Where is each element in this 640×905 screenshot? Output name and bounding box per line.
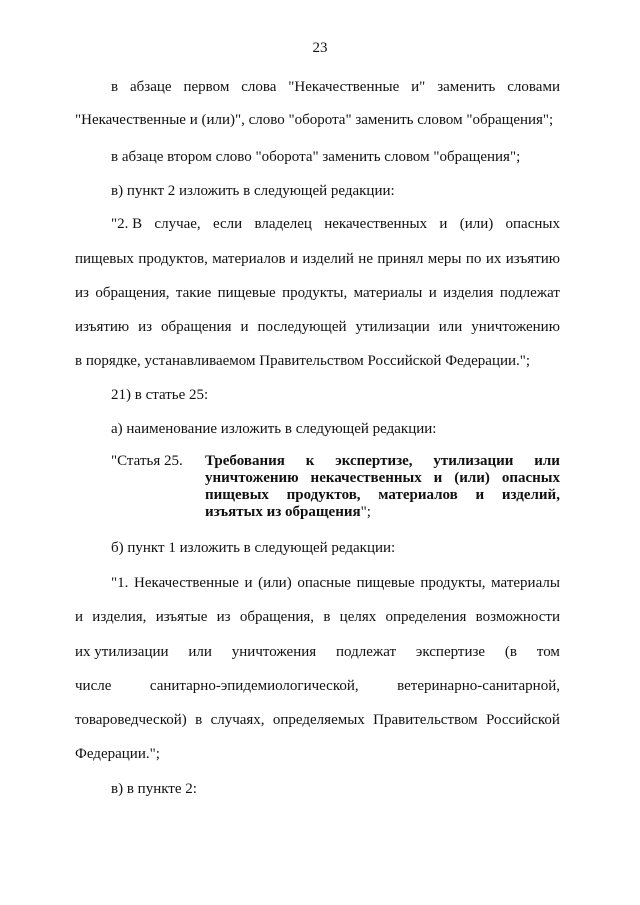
word: принял: [377, 251, 424, 267]
paragraph-line: в порядке, устанавливаемом Правительством Российской Федерации.";: [75, 353, 531, 369]
word: Правительством: [373, 712, 478, 728]
word: если: [212, 216, 243, 232]
word: продукты,: [282, 285, 348, 301]
word: и: [289, 251, 298, 267]
paragraph-line: [75, 284, 560, 302]
word: в: [111, 79, 119, 95]
word: или: [188, 644, 212, 660]
word: продуктов,: [138, 251, 208, 267]
word: заменить: [437, 79, 496, 95]
word: и: [244, 575, 253, 591]
word: подлежат: [499, 285, 560, 301]
paragraph-line: в абзаце втором слово "оборота" заменить словом "обращения";: [111, 149, 521, 165]
word: изъятию: [505, 251, 560, 267]
word: изделий,: [501, 487, 560, 503]
word: и: [428, 285, 437, 301]
word: и: [475, 487, 485, 503]
word: из: [75, 285, 89, 301]
page-number: 23: [312, 40, 328, 56]
word: материалов: [378, 487, 458, 503]
article-title-line: [205, 469, 560, 486]
word: санитарно-эпидемиологической,: [149, 678, 359, 694]
word: материалы: [491, 575, 560, 591]
word: опасные: [297, 575, 351, 591]
word: Требования: [205, 453, 285, 469]
word: в: [323, 609, 331, 625]
word: "Некачественные: [288, 79, 400, 95]
paragraph-line: Федерации.";: [75, 746, 160, 762]
word: первом: [183, 79, 230, 95]
article-title-line: [205, 452, 560, 469]
word: некачественных: [324, 216, 428, 232]
word: экспертизе: [415, 644, 486, 660]
word: в: [195, 712, 203, 728]
word: утилизации: [355, 319, 430, 335]
paragraph-line: 21) в статье 25:: [111, 387, 209, 403]
paragraph-line: в) в пункте 2:: [111, 781, 197, 797]
word: словами: [507, 79, 560, 95]
word: пищевые: [217, 285, 276, 301]
word: обращения,: [239, 609, 315, 625]
word: определения: [385, 609, 467, 625]
word: изъятию: [75, 319, 130, 335]
word: и: [433, 470, 443, 486]
word: и: [75, 609, 84, 625]
paragraph-line: [75, 318, 560, 336]
word: опасных: [505, 216, 560, 232]
paragraph-line: [75, 250, 560, 268]
paragraph-line: б) пункт 1 изложить в следующей редакции:: [111, 540, 396, 556]
word: их утилизации: [75, 644, 169, 660]
paragraph-line: а) наименование изложить в следующей редакции:: [111, 421, 437, 437]
article-title-line: [205, 486, 560, 503]
word: (или): [459, 216, 494, 232]
word: Российской: [486, 712, 560, 728]
word: утилизации: [433, 453, 514, 469]
article-title-last: изъятых из обращения: [205, 504, 361, 520]
word: случае,: [154, 216, 201, 232]
word: ветеринарно-санитарной,: [397, 678, 560, 694]
word: такие: [175, 285, 212, 301]
word: материалов: [212, 251, 286, 267]
word: по: [465, 251, 482, 267]
word: (в: [504, 644, 517, 660]
paragraph-line: [75, 677, 560, 695]
article-title-tail: ";: [360, 504, 371, 520]
word: "2. В: [111, 216, 143, 232]
paragraph-line: [111, 215, 560, 233]
word: "1.: [111, 575, 129, 591]
article-title: [205, 452, 560, 520]
word: и": [411, 79, 426, 95]
paragraph-line: [111, 78, 560, 96]
word: продукты,: [420, 575, 486, 591]
word: материалы: [353, 285, 423, 301]
word: товароведческой): [75, 712, 187, 728]
word: пищевые: [356, 575, 415, 591]
word: продуктов,: [286, 487, 361, 503]
word: из: [216, 609, 231, 625]
word: не: [358, 251, 373, 267]
word: пищевых: [75, 251, 134, 267]
paragraph-line: [75, 643, 560, 661]
word: и: [439, 216, 448, 232]
paragraph-line: [75, 608, 560, 626]
word: из: [138, 319, 153, 335]
word: случаях,: [210, 712, 265, 728]
word: или: [438, 319, 463, 335]
word: обращения: [161, 319, 232, 335]
word: изъятые: [155, 609, 208, 625]
paragraph-line: "Некачественные и (или)", слово "оборота" заменить словом "обращения";: [75, 112, 554, 128]
word: абзаце: [129, 79, 172, 95]
word: или: [534, 453, 560, 469]
article-title-line: [205, 503, 560, 520]
paragraph-line: [111, 574, 560, 592]
word: возможности: [475, 609, 560, 625]
word: подлежат: [336, 644, 397, 660]
word: последующей: [257, 319, 347, 335]
word: их: [485, 251, 502, 267]
word: слова: [241, 79, 277, 95]
word: уничтожения: [231, 644, 317, 660]
word: том: [536, 644, 560, 660]
word: числе: [75, 678, 112, 694]
word: меры: [427, 251, 462, 267]
paragraph-line: [75, 711, 560, 729]
word: уничтожению: [471, 319, 560, 335]
word: изделия,: [92, 609, 147, 625]
word: к: [305, 453, 315, 469]
word: некачественных: [310, 470, 422, 486]
word: определяемых: [272, 712, 365, 728]
paragraph-line: в) пункт 2 изложить в следующей редакции:: [111, 183, 395, 199]
article-label: "Статья 25.: [111, 453, 183, 469]
word: пищевых: [205, 487, 269, 503]
word: обращения,: [95, 285, 170, 301]
word: изделия: [443, 285, 494, 301]
word: изделий: [302, 251, 354, 267]
word: владелец: [254, 216, 312, 232]
word: уничтожению: [205, 470, 299, 486]
word: целях: [339, 609, 377, 625]
word: экспертизе,: [335, 453, 413, 469]
word: и: [240, 319, 249, 335]
word: Некачественные: [134, 575, 239, 591]
word: (или): [258, 575, 292, 591]
word: опасных: [501, 470, 560, 486]
word: (или): [454, 470, 490, 486]
